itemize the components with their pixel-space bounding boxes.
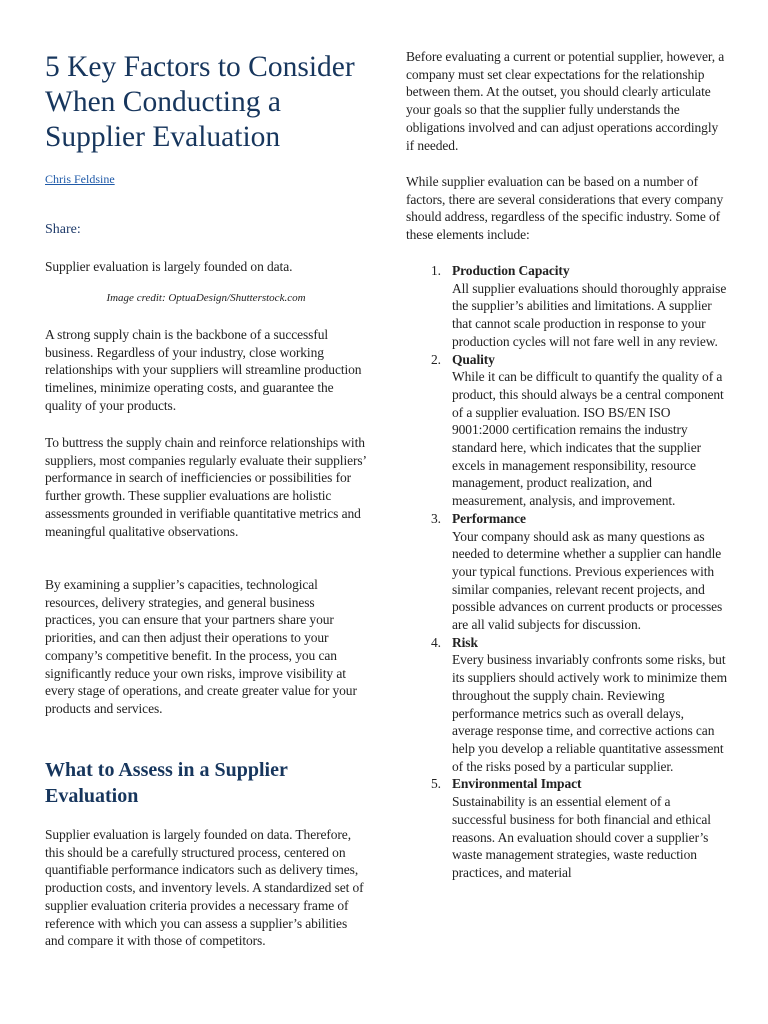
list-item [406, 351, 728, 510]
factors-list [406, 262, 728, 882]
paragraph-1: A strong supply chain is the backbone of a successful business. Regardless of your industry, close working relationships with your suppliers will streamline production timelines, minimize operating costs, and guarantee the quality of your products. [45, 327, 362, 413]
list-number: 3. [431, 510, 441, 526]
factor-text: While it can be difficult to quantify the quality of a product, this should always be a central component of a supplier evaluation. ISO BS/EN ISO 9001:2000 certification remains the industry standard here, which indicates that the supplier excels in management responsibility, resource management, product realization, and measurement, analysis, and improvement. [452, 369, 724, 509]
factor-title: Risk [452, 634, 478, 650]
factor-title: Production Capacity [452, 263, 570, 278]
list-number: 5. [431, 776, 441, 792]
image-credit: Image credit: OptuaDesign/Shutterstock.com [106, 292, 306, 304]
right-paragraph-2: While supplier evaluation can be based on a number of factors, there are several considerations that every company should address, regardless of the specific industry. Some of these elements include: [406, 174, 724, 243]
section-heading: What to Assess in a Supplier Evaluation [45, 759, 288, 807]
factor-text: Your company should ask as many questions as needed to determine whether a supplier can handle your typical functions. Previous experiences with similar companies, relevant recent projects, and possible advances on current products or processes are all valid subjects for discussion. [452, 528, 723, 633]
share-label: Share: [45, 222, 81, 237]
factor-title: Quality [452, 351, 495, 367]
paragraph-3: By examining a supplier’s capacities, technological resources, delivery strategies, and general business practices, you can ensure that your partners share your priorities, and can then adjust their operations to your company’s competitive benefit. In the process, you can significantly reduce your own risks, improve visibility at every stage of operations, and create greater value for your products and services. [45, 577, 357, 716]
list-item [406, 262, 728, 351]
author-link[interactable]: Chris Feldsine [45, 172, 115, 186]
section-paragraph: Supplier evaluation is largely founded on data. Therefore, this should be a carefully structured process, centered on quantifiable performance indicators such as delivery times, production costs, and inventory levels. A standardized set of supplier evaluation criteria provides a necessary frame of reference with which you can assess a supplier’s abilities and compare it with those of competitors. [45, 827, 364, 949]
factor-text: All supplier evaluations should thoroughly appraise the supplier’s abilities and limitations. A supplier that cannot scale production in response to your production cycles will not fare well in any review. [452, 280, 727, 349]
list-number: 1. [431, 263, 441, 278]
factor-text: Every business invariably confronts some risks, but its suppliers should actively work to minimize them throughout the supply chain. Reviewing performance metrics such as overall delays, average response time, and corrective actions can help you develop a reliable quantitative assessment of the risks posed by a particular supplier. [452, 652, 727, 774]
list-item [406, 775, 728, 881]
intro-text: Supplier evaluation is largely founded on data. [45, 259, 293, 274]
factor-title: Environmental Impact [452, 776, 582, 792]
list-number: 4. [431, 634, 441, 650]
paragraph-2: To buttress the supply chain and reinforce relationships with suppliers, most companies regularly evaluate their suppliers’ performance in search of inefficiencies or possibilities for further growth. These supplier evaluations are holistic assessments grounded in verifiable quantitative metrics and meaningful qualitative observations. [45, 435, 366, 539]
article-title: 5 Key Factors to Consider When Conducting a Supplier Evaluation [45, 51, 355, 153]
factor-text: Sustainability is an essential element of a successful business for both financial and ethical reasons. An evaluation should cover a supplier’s waste management strategies, waste reduction practices, and material [452, 794, 711, 880]
factor-title: Performance [452, 510, 526, 526]
list-item [406, 510, 728, 634]
list-number: 2. [431, 351, 441, 367]
list-item [406, 634, 728, 776]
right-paragraph-1: Before evaluating a current or potential supplier, however, a company must set clear expectations for the relationship between them. At the outset, you should clearly articulate your goals so that the supplier fully understands the obligations involved and can adjust operations accordingly if needed. [406, 49, 725, 153]
